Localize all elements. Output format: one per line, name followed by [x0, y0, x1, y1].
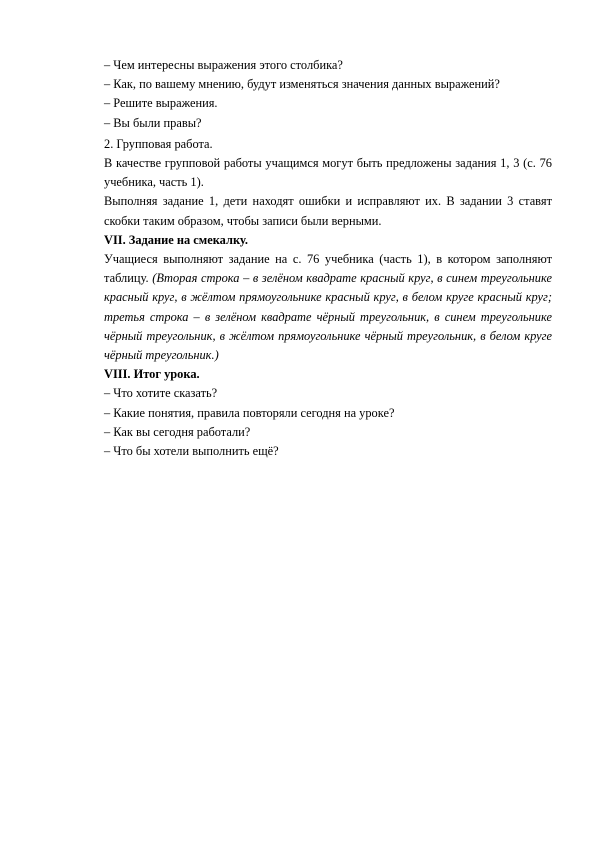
question-line: – Чем интересны выражения этого столбика? — [104, 58, 343, 72]
section-7-italic-note: (Вторая строка – в зелёном квадрате красный круг, в синем треугольнике красный круг, в жёлтом прямоугольнике красный круг, в белом круге красный круг; третья строка – в зелёном квадрате чёрный треугольник, в синем треугольнике чёрный треугольник, в жёлтом прямоугольнике чёрный треугольник, в белом круге чёрный треугольник.) — [104, 271, 552, 363]
section-7-paragraph — [104, 250, 552, 365]
group-work-paragraph: В качестве групповой работы учащимся могут быть предложены задания 1, 3 (с. 76 учебника, часть 1). — [104, 156, 552, 190]
section-7-text: Учащиеся выполняют задание на с. 76 учебника (часть 1), в котором заполняют таблицу. — [104, 252, 552, 286]
document-body — [104, 56, 552, 461]
question-line: – Что хотите сказать? — [104, 386, 218, 401]
section-8-heading: VIII. Итог урока. — [104, 367, 200, 382]
question-line: – Какие понятия, правила повторяли сегодня на уроке? — [104, 405, 395, 420]
question-line: – Решите выражения. — [104, 96, 218, 111]
question-line: – Что бы хотели выполнить ещё? — [104, 444, 279, 459]
question-line: – Как вы сегодня работали? — [104, 424, 251, 439]
group-work-paragraph-2: Выполняя задание 1, дети находят ошибки и исправляют их. В задании 3 ставят скобки таким образом, чтобы записи были верными. — [104, 194, 552, 228]
question-line: – Как, по вашему мнению, будут изменяться значения данных выражений? — [104, 77, 500, 92]
group-work-title: 2. Групповая работа. — [104, 136, 213, 151]
section-7-heading: VII. Задание на смекалку. — [104, 232, 248, 247]
question-line: – Вы были правы? — [104, 115, 202, 130]
